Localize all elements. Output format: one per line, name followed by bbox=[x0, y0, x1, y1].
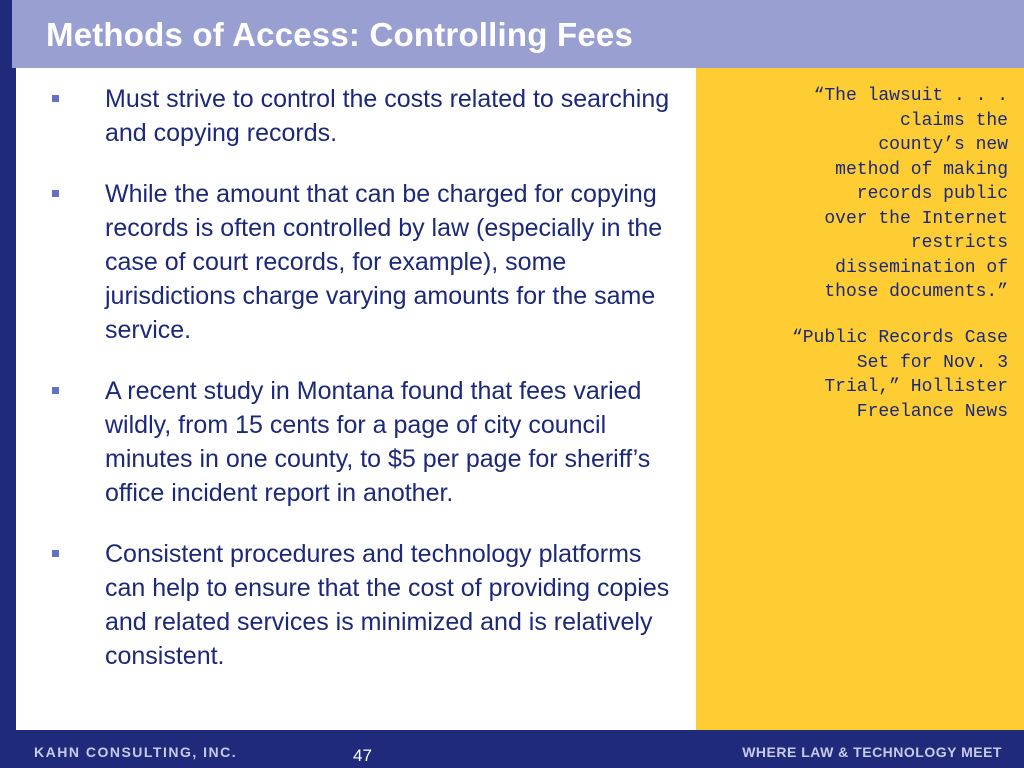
footer bbox=[0, 730, 1024, 768]
bullet-text: While the amount that can be charged for copying records is often controlled by law (especially in the case of court records, for example), some jurisdictions charge varying amounts for the same service. bbox=[105, 180, 663, 344]
bullet-text: Consistent procedures and technology platforms can help to ensure that the cost of providing copies and related services is minimized and is relatively consistent. bbox=[105, 540, 670, 670]
square-bullet-icon bbox=[52, 190, 59, 197]
footer-tagline: WHERE LAW & TECHNOLOGY MEET bbox=[742, 744, 1002, 760]
title-bar bbox=[12, 0, 1024, 68]
square-bullet-icon bbox=[52, 550, 59, 557]
bullet-item bbox=[16, 177, 696, 347]
square-bullet-icon bbox=[52, 387, 59, 394]
main-content bbox=[16, 68, 696, 730]
square-bullet-icon bbox=[52, 95, 59, 102]
bullet-text: A recent study in Montana found that fees varied wildly, from 15 cents for a page of city council minutes in one county, to $5 per page for sheriff’s office incident report in another. bbox=[105, 377, 651, 507]
bullet-item bbox=[16, 537, 696, 673]
sidebar-quote: “The lawsuit . . . claims the county’s new method of making records public over the Internet restricts dissemination of those documents.” bbox=[813, 86, 1008, 302]
bullet-text: Must strive to control the costs related to searching and copying records. bbox=[105, 85, 670, 147]
bullet-list bbox=[16, 82, 696, 700]
slide-title: Methods of Access: Controlling Fees bbox=[46, 16, 634, 53]
quote-sidebar bbox=[696, 68, 1024, 730]
sidebar-citation: “Public Records Case Set for Nov. 3 Trial,” Hollister Freelance News bbox=[791, 328, 1008, 422]
footer-company: KAHN CONSULTING, INC. bbox=[34, 744, 238, 760]
bullet-item bbox=[16, 374, 696, 510]
page-number: 47 bbox=[353, 746, 372, 765]
bullet-item bbox=[16, 82, 696, 150]
